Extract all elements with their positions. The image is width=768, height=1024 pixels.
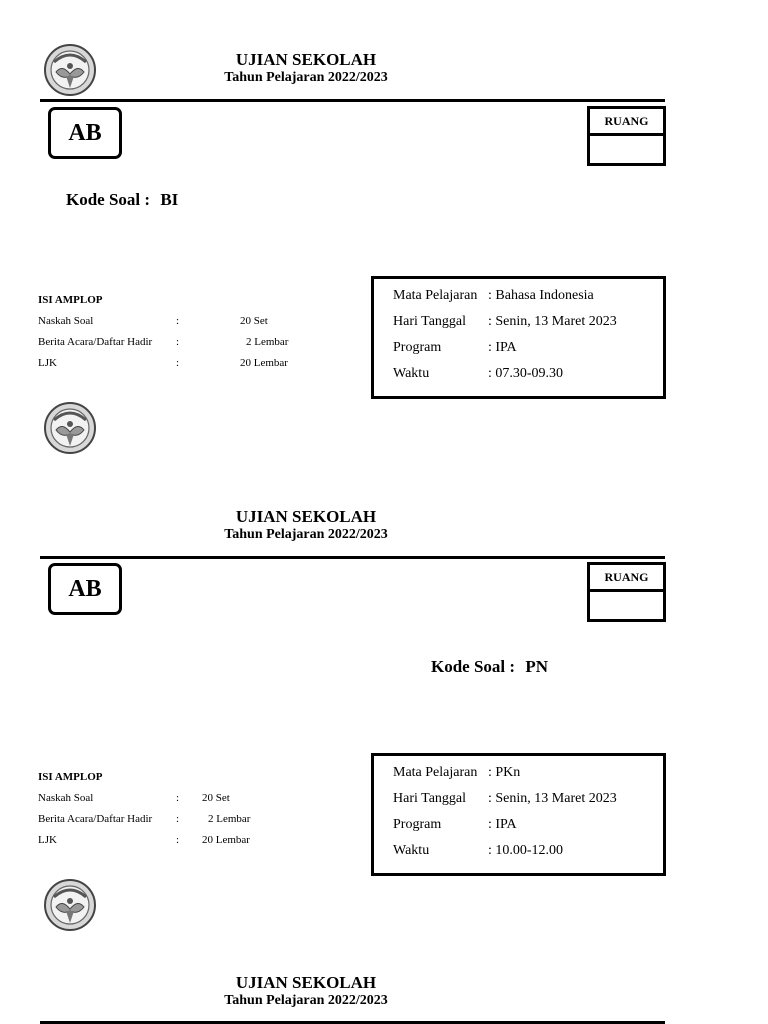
isi-row-label: Berita Acara/Daftar Hadir bbox=[38, 336, 153, 348]
isi-row-colon: : bbox=[176, 315, 180, 327]
exam-title: UJIAN SEKOLAH bbox=[235, 507, 377, 526]
isi-row-colon: : bbox=[176, 336, 180, 348]
info-key: Waktu bbox=[393, 843, 430, 858]
isi-row-label: Naskah Soal bbox=[38, 315, 94, 327]
info-key: Program bbox=[393, 817, 442, 832]
info-key: Hari Tanggal bbox=[393, 791, 467, 806]
ruang-label: RUANG bbox=[590, 565, 663, 592]
isi-row-colon: : bbox=[176, 357, 180, 369]
header-title-block bbox=[206, 507, 406, 543]
ruang-box bbox=[587, 562, 666, 622]
isi-amplop bbox=[38, 767, 268, 851]
isi-amplop-header: ISI AMPLOP bbox=[38, 294, 103, 306]
isi-row bbox=[38, 332, 289, 353]
ruang-box bbox=[587, 106, 666, 166]
info-row bbox=[374, 786, 663, 812]
header-title-block bbox=[206, 50, 406, 86]
tut-wuri-handayani-logo-icon bbox=[42, 400, 98, 456]
kode-soal-value: PN bbox=[525, 657, 548, 676]
tut-wuri-handayani-logo-icon bbox=[42, 877, 98, 933]
isi-amplop-header: ISI AMPLOP bbox=[38, 771, 103, 783]
tut-wuri-handayani-logo-icon bbox=[42, 42, 98, 98]
info-row bbox=[374, 309, 663, 335]
isi-row-label: LJK bbox=[38, 357, 57, 369]
kode-soal-value: BI bbox=[160, 190, 179, 209]
exam-info-box bbox=[371, 276, 666, 399]
isi-row-label: Naskah Soal bbox=[38, 792, 94, 804]
info-key: Waktu bbox=[393, 366, 430, 381]
info-row bbox=[374, 335, 663, 361]
isi-row-value: 20 Set bbox=[240, 315, 268, 327]
ab-box: AB bbox=[48, 563, 122, 615]
exam-title: UJIAN SEKOLAH bbox=[235, 50, 377, 69]
info-value: : 07.30-09.30 bbox=[488, 366, 564, 381]
info-value: : 10.00-12.00 bbox=[488, 843, 564, 858]
info-row bbox=[374, 812, 663, 838]
kode-soal bbox=[431, 657, 548, 677]
isi-row bbox=[38, 788, 268, 809]
isi-row-colon: : bbox=[176, 792, 180, 804]
isi-row-value: 20 Set bbox=[202, 792, 230, 804]
info-row bbox=[374, 283, 663, 309]
kode-soal-label: Kode Soal : bbox=[66, 190, 151, 209]
info-row bbox=[374, 838, 663, 864]
ruang-label: RUANG bbox=[590, 109, 663, 136]
info-row bbox=[374, 760, 663, 786]
info-key: Mata Pelajaran bbox=[393, 288, 478, 303]
info-key: Hari Tanggal bbox=[393, 314, 467, 329]
isi-row-value: 2 Lembar bbox=[246, 336, 289, 348]
academic-year: Tahun Pelajaran 2022/2023 bbox=[224, 993, 388, 1008]
isi-row bbox=[38, 353, 288, 374]
exam-info-box bbox=[371, 753, 666, 876]
info-value: : PKn bbox=[488, 765, 521, 780]
kode-soal bbox=[66, 190, 178, 210]
isi-row-label: LJK bbox=[38, 834, 57, 846]
exam-title: UJIAN SEKOLAH bbox=[235, 973, 377, 992]
header-title-block bbox=[206, 973, 406, 1009]
academic-year: Tahun Pelajaran 2022/2023 bbox=[224, 70, 388, 85]
info-row bbox=[374, 361, 663, 387]
ab-box: AB bbox=[48, 107, 122, 159]
isi-row-label: Berita Acara/Daftar Hadir bbox=[38, 813, 153, 825]
isi-row-colon: : bbox=[176, 834, 180, 846]
isi-row bbox=[38, 830, 268, 851]
isi-row-value: 20 Lembar bbox=[240, 357, 288, 369]
isi-row bbox=[38, 809, 268, 830]
info-key: Mata Pelajaran bbox=[393, 765, 478, 780]
academic-year: Tahun Pelajaran 2022/2023 bbox=[224, 527, 388, 542]
info-value: : IPA bbox=[488, 340, 517, 355]
isi-row bbox=[38, 311, 268, 332]
isi-row-colon: : bbox=[176, 813, 180, 825]
info-key: Program bbox=[393, 340, 442, 355]
isi-row-value: 2 Lembar bbox=[208, 813, 251, 825]
info-value: : Bahasa Indonesia bbox=[488, 288, 594, 303]
info-value: : Senin, 13 Maret 2023 bbox=[488, 314, 617, 329]
header-rule bbox=[40, 556, 665, 559]
info-value: : IPA bbox=[488, 817, 517, 832]
header-rule bbox=[40, 99, 665, 102]
kode-soal-label: Kode Soal : bbox=[431, 657, 516, 676]
isi-row-value: 20 Lembar bbox=[202, 834, 250, 846]
isi-amplop bbox=[38, 290, 289, 374]
info-value: : Senin, 13 Maret 2023 bbox=[488, 791, 617, 806]
